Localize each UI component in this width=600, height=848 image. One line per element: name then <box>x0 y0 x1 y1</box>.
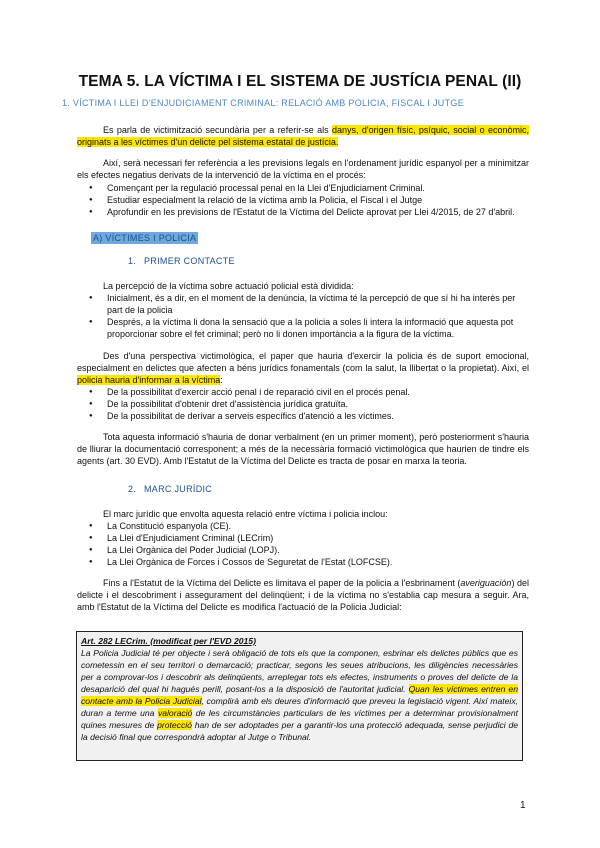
section-heading: 1. VÍCTIMA I LLEI D'ENJUDICIAMENT CRIMINAL: RELACIÓ AMB POLICIA, FISCAL I JUTGE <box>62 98 464 108</box>
list-item: ● Començant per la regulació processal penal en la Llei d'Enjudiciament Criminal. <box>77 182 532 194</box>
list-item: ● De la possibilitat d'exercir acció penal i de reparació civil en el procés penal. <box>77 386 532 398</box>
list-item: ● La Constitució espanyola (CE). <box>77 520 532 532</box>
list-item: ● La Llei d'Enjudiciament Criminal (LECrim) <box>77 532 532 544</box>
legal-article-box <box>76 631 523 761</box>
primer-contacte-paragraph-2: Des d'una perspectiva victimològica, el paper que hauria d'exercir la policia és de suport emocional, especialment en delictes que afecten a béns jurídics fonamentals (com la salut, la llibertat o la propietat). Així, el policia hauria d'informar a la víctima: <box>77 351 529 385</box>
list-item: ● La Llei Orgànica del Poder Judicial (LOPJ). <box>77 544 532 556</box>
article-text: La Policia Judicial té per objecte i serà obligació de tots els que la componen, esbrinar els delictes públics que es cometessin en el seu territori o demarcació; practicar, segons les seues atribucions, les diligències necessàries per a comprovar-los i descobrir als delinqüents, arreplegar tots els efectes, instruments o proves del delicte de la desaparició del qual hi hagués perill, posant-los a la disposició de l'autoritat judicial. Quan les víctimes entren en contacte amb la Policia Judicial, complirà amb els deures d'informació que preveu la legislació vigent. Així mateix, duran a terme una valoració de les circumstàncies particulars de les víctimes per a determinar provisionalment quines mesures de protecció han de ser adoptades per a garantir-los una protecció adequada, sense perjudici de la decisió final que correspondrà adoptar al Jutge o Tribunal. <box>81 648 519 742</box>
primer-contacte-intro: La percepció de la víctima sobre actuació policial està dividida: <box>103 281 354 291</box>
highlight-text: policia hauria d'informar a la víctima <box>77 375 221 385</box>
marc-juridic-paragraph-2: Fins a l'Estatut de la Víctima del Delicte es limitava el paper de la policia a l'esbrinament (averiguación) del delicte i el descobriment i assegurament del delinqüent; i de la víctima no s'establia cap mesura a seguir. Ara, amb l'Estatut de la Víctima del Delicte es modifica l'actuació de la Policia Judicial: <box>77 578 529 612</box>
list-item: ● Aprofundir en les previsions de l'Estatut de la Víctima del Delicte aprovat per Llei 4/2015, de 27 d'abril. <box>77 206 532 218</box>
highlight-text: danys, d'origen físic, psíquic, social o econòmic, originats a les víctimes d'un delicte pel sistema estatal de justícia. <box>77 125 530 147</box>
subsection-heading-a: A) VÍCTIMES I POLICIA <box>93 233 197 243</box>
primer-contacte-paragraph-3: Tota aquesta informació s'hauria de donar verbalment (en un primer moment), però posteriorment s'hauria de lliurar la documentació corresponent; a més de la necessària formació victimològica que haurien de tindre els agents (art. 30 EVD). Amb l'Estatut de la Víctima del Delicte es tracta de posar en marxa la teoria. <box>77 432 529 466</box>
intro-paragraph-1: Es parla de victimització secundària per a referir-se als danys, d'origen físic, psíquic, social o econòmic, originats a les víctimes d'un delicte pel sistema estatal de justícia. <box>77 125 530 147</box>
article-reference: Art. 282 LECrim. (modificat per l'EVD 2015) <box>81 636 256 646</box>
intro-bullet-list <box>77 182 532 218</box>
list-item: ● De la possibilitat de derivar a serveis específics d'atenció a les víctimes. <box>77 410 532 422</box>
page-number: 1 <box>520 800 526 811</box>
intro-paragraph-2: Així, serà necessari fer referència a les previsions legals en l'ordenament jurídic espanyol per a minimitzar els efectes negatius derivats de la intervenció de la víctima en el procés: <box>77 158 529 180</box>
marc-juridic-bullets <box>77 520 532 568</box>
list-item: ● Inicialment, és a dir, en el moment de la denúncia, la víctima té la percepció de que sí hi ha interès per part de la policia <box>77 292 532 316</box>
primer-contacte-bullets <box>77 292 532 340</box>
highlight-text: valoració <box>157 708 193 718</box>
list-item: ● Estudiar especialment la relació de la víctima amb la Policia, el Fiscal i el Jutge <box>77 194 532 206</box>
list-item: ● De la possibilitat d'obtenir dret d'assistència jurídica gratuïta. <box>77 398 532 410</box>
policia-info-bullets <box>77 386 532 422</box>
heading-marc-juridic: 2. MARC JURÍDIC <box>128 484 213 494</box>
marc-juridic-intro: El marc jurídic que envolta aquesta relació entre víctima i policia inclou: <box>103 509 388 519</box>
page-title: TEMA 5. LA VÍCTIMA I EL SISTEMA DE JUSTÍCIA PENAL (II) <box>78 73 522 90</box>
highlight-text: Quan les víctimes entren en contacte amb la Policia Judicial <box>81 684 518 706</box>
list-item: ● La Llei Orgànica de Forces i Cossos de Seguretat de l'Estat (LOFCSE). <box>77 556 532 568</box>
heading-primer-contacte: 1. PRIMER CONTACTE <box>128 256 235 266</box>
highlight-text: protecció <box>157 720 192 730</box>
list-item: ● Després, a la víctima li dona la sensació que a la policia a soles li intera la informació que aquesta pot proporcionar sobre el fet criminal; però no li donen importància a la figura de la víctima. <box>77 316 532 340</box>
